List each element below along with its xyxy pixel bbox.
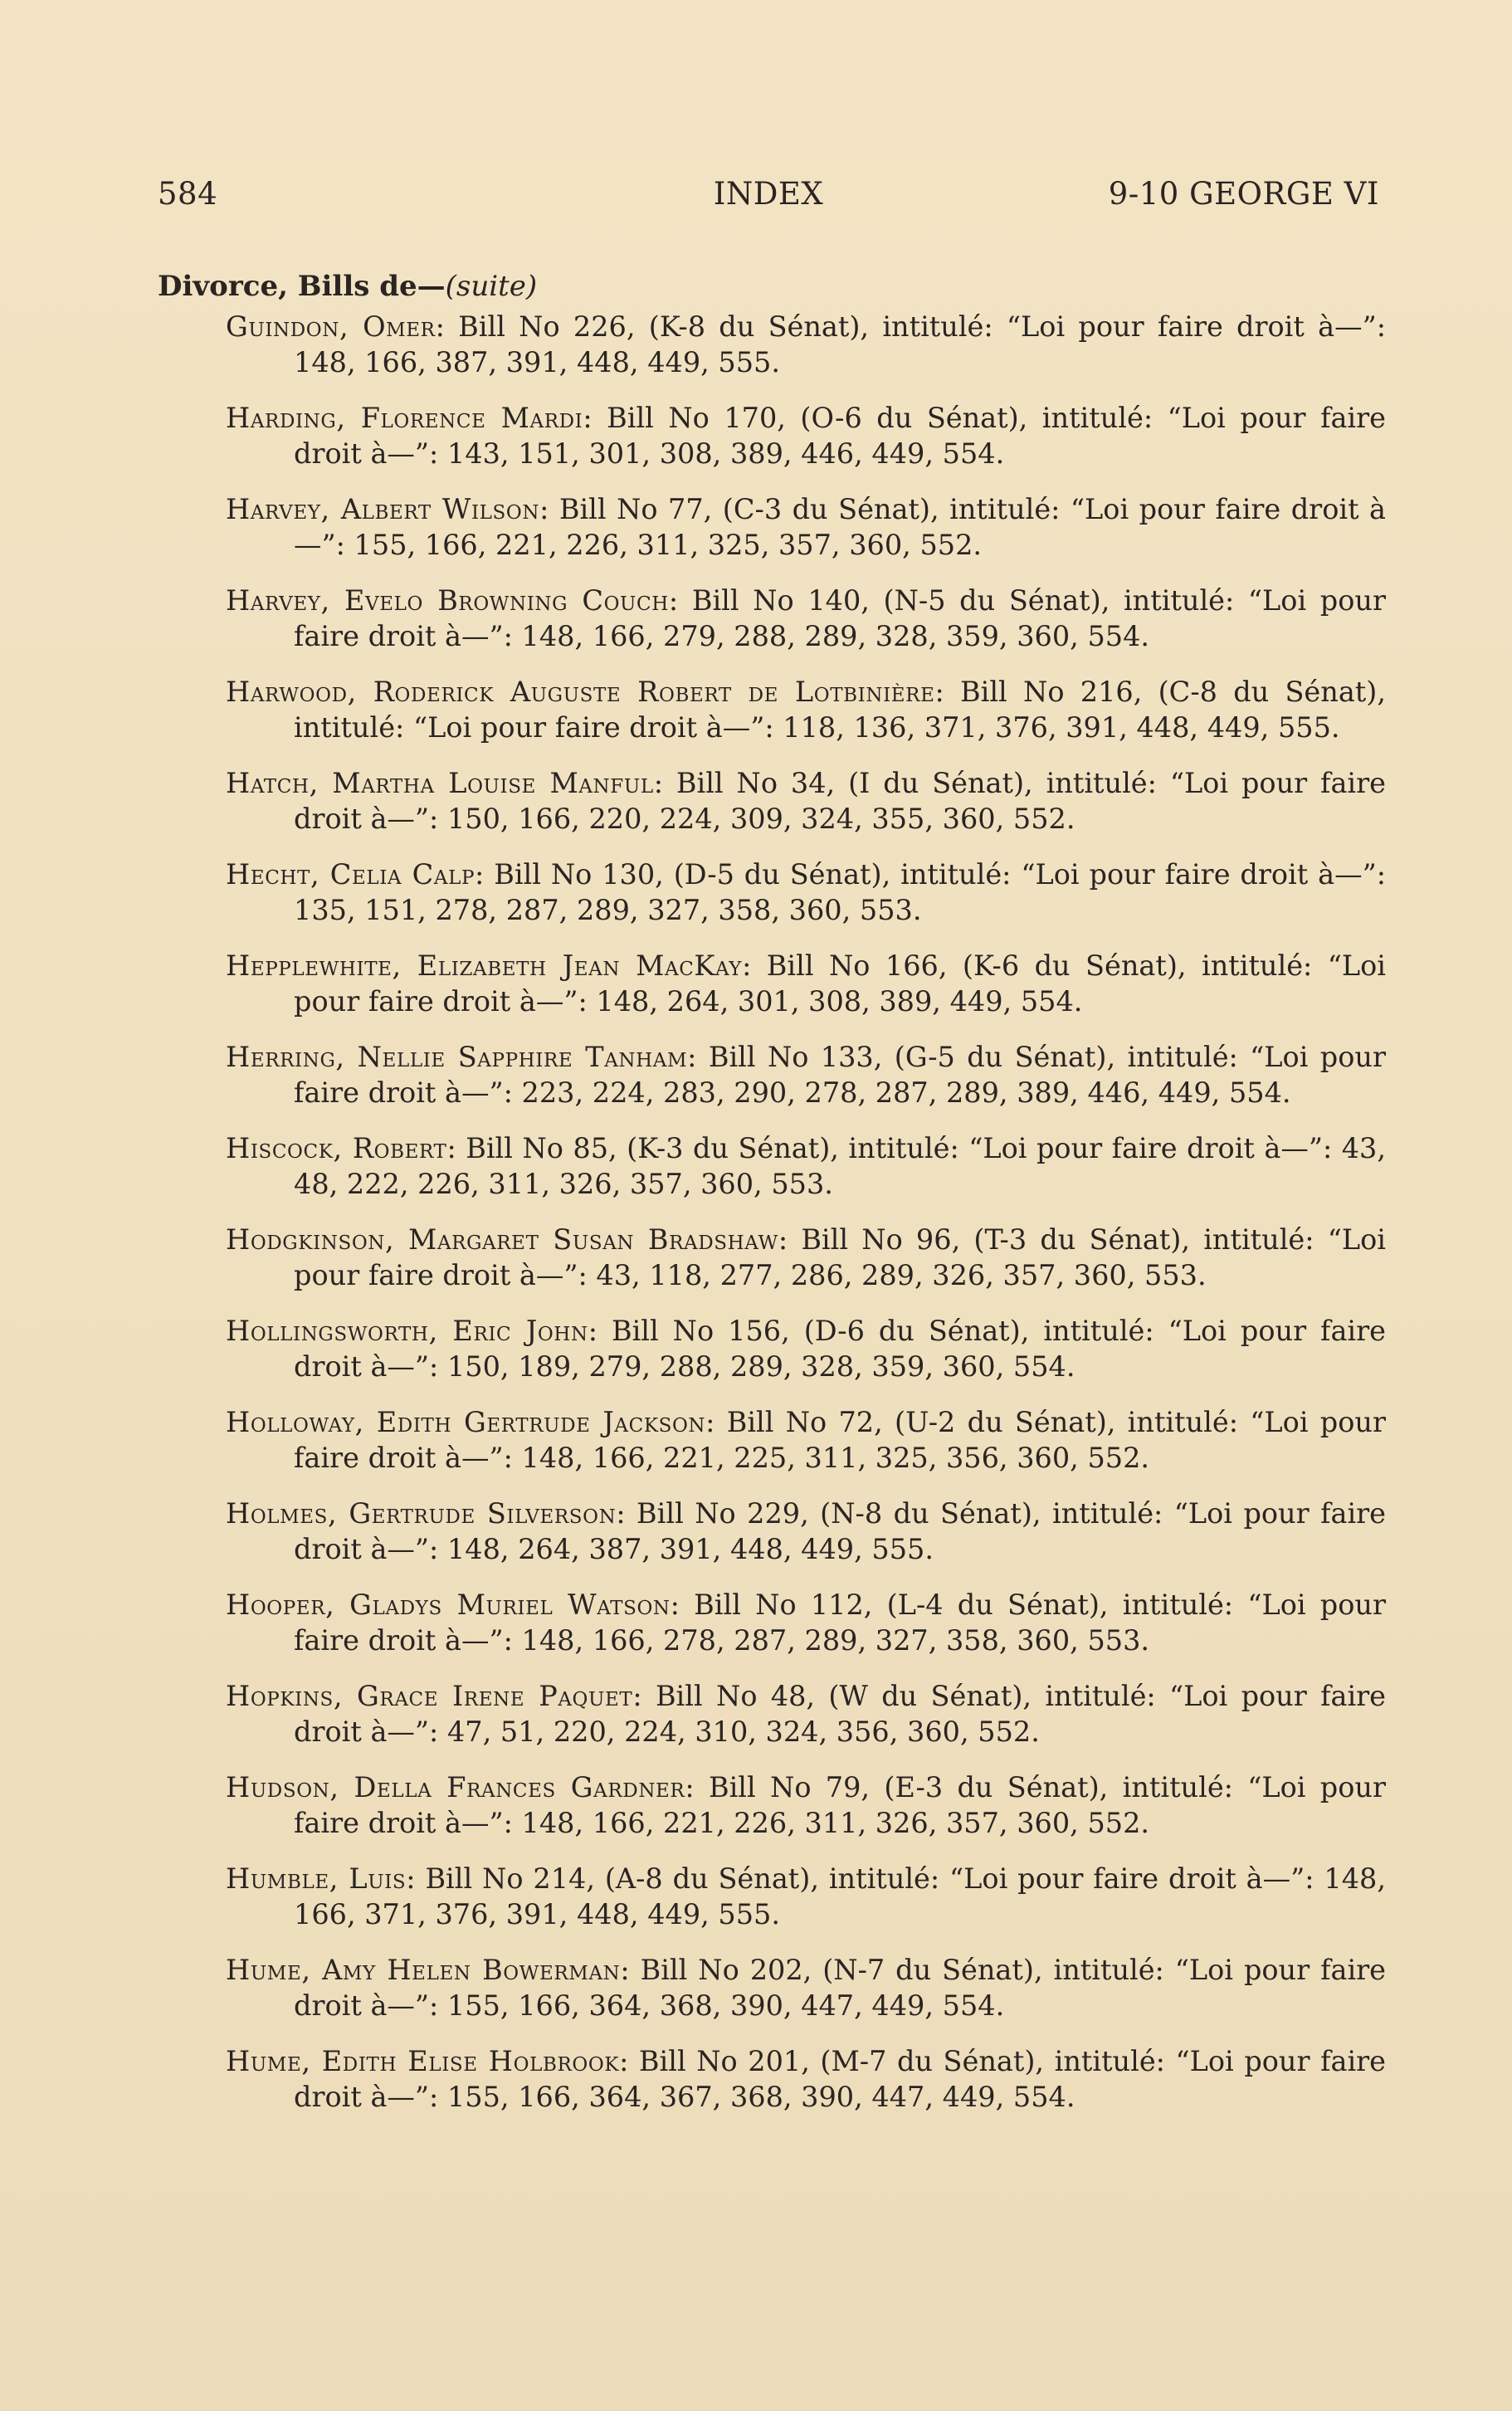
entry-name: Herring, Nellie Sapphire Tanham — [226, 1041, 688, 1073]
section-heading-suite: (suite) — [445, 270, 538, 303]
entry-name: Harvey, Albert Wilson — [226, 493, 540, 525]
entry-text: : Bill No 166, (K-6 du Sénat), intitulé: “Loi pour faire droit à—”: 148, 264, 301, 308, 389, 449, 554. — [294, 949, 1386, 1018]
index-entry — [226, 1769, 1386, 1841]
entry-text: : Bill No 229, (N-8 du Sénat), intitulé: “Loi pour faire droit à—”: 148, 264, 387, 391, 448, 449, 555. — [294, 1497, 1386, 1565]
entry-text: : Bill No 201, (M-7 du Sénat), intitulé: “Loi pour faire droit à—”: 155, 166, 364, 367, 368, 390, 447, 449, 554. — [294, 2045, 1387, 2113]
index-entry — [226, 1222, 1386, 1293]
page-title: INDEX — [713, 176, 824, 212]
entry-text: : Bill No 170, (O-6 du Sénat), intitulé: “Loi pour faire droit à—”: 143, 151, 301, 308, 389, 446, 449, 554. — [294, 402, 1386, 470]
entry-name: Hume, Edith Elise Holbrook — [226, 2045, 620, 2077]
index-entry — [226, 1039, 1386, 1110]
index-entry — [226, 765, 1386, 837]
section-heading-title: Divorce, Bills de— — [158, 270, 446, 303]
entry-name: Holmes, Gertrude Silverson — [226, 1497, 617, 1530]
index-entry — [226, 1678, 1386, 1750]
entry-text: : Bill No 226, (K-8 du Sénat), intitulé: “Loi pour faire droit à—”: 148, 166, 387, 391, 448, 449, 555. — [294, 310, 1386, 378]
entry-name: Hooper, Gladys Muriel Watson — [226, 1589, 671, 1621]
page-number: 584 — [158, 176, 218, 212]
section-heading — [158, 267, 1386, 305]
index-entry — [226, 1313, 1386, 1384]
index-entry — [226, 948, 1386, 1019]
entry-name: Hecht, Celia Calp — [226, 858, 476, 891]
index-entry — [226, 309, 1386, 380]
entry-name: Harding, Florence Mardi — [226, 402, 583, 434]
entry-name: Hatch, Martha Louise Manful — [226, 767, 654, 799]
index-content — [158, 267, 1386, 2135]
entry-text: : Bill No 112, (L-4 du Sénat), intitulé: “Loi pour faire droit à—”: 148, 166, 278, 287, 289, 327, 358, 360, 553. — [294, 1589, 1386, 1657]
index-entry — [226, 1861, 1386, 1932]
index-entry — [226, 857, 1386, 928]
index-entry — [226, 1952, 1386, 2023]
entry-text: : Bill No 216, (C-8 du Sénat), intitulé: “Loi pour faire droit à—”: 118, 136, 371, 376, 391, 448, 449, 555. — [294, 676, 1386, 744]
entry-text: : Bill No 133, (G-5 du Sénat), intitulé: “Loi pour faire droit à—”: 223, 224, 283, 290, 278, 287, 289, 389, 446, 449, 554. — [294, 1041, 1387, 1109]
entry-text: : Bill No 130, (D-5 du Sénat), intitulé: “Loi pour faire droit à—”: 135, 151, 278, 287, 289, 327, 358, 360, 553. — [294, 858, 1386, 926]
entry-text: : Bill No 156, (D-6 du Sénat), intitulé: “Loi pour faire droit à—”: 150, 189, 279, 288, 289, 328, 359, 360, 554. — [294, 1315, 1386, 1383]
index-entry — [226, 583, 1386, 654]
entry-name: Hepplewhite, Elizabeth Jean MacKay — [226, 949, 743, 982]
entry-text: : Bill No 77, (C-3 du Sénat), intitulé: “Loi pour faire droit à—”: 155, 166, 221, 226, 311, 325, 357, 360, 552. — [294, 493, 1387, 561]
index-entry — [226, 1496, 1386, 1567]
entry-name: Harwood, Roderick Auguste Robert de Lotbinière — [226, 676, 935, 708]
entry-name: Hodgkinson, Margaret Susan Bradshaw — [226, 1223, 778, 1256]
entry-name: Harvey, Evelo Browning Couch — [226, 584, 669, 617]
entry-name: Hudson, Della Frances Gardner — [226, 1771, 685, 1803]
index-entry — [226, 491, 1386, 563]
entry-text: : Bill No 96, (T-3 du Sénat), intitulé: “Loi pour faire droit à—”: 43, 118, 277, 286, 289, 326, 357, 360, 553. — [294, 1223, 1386, 1291]
entry-name: Hopkins, Grace Irene Paquet — [226, 1680, 633, 1712]
index-entry — [226, 400, 1386, 471]
entry-name: Hume, Amy Helen Bowerman — [226, 1954, 621, 1986]
entry-text: : Bill No 214, (A-8 du Sénat), intitulé: “Loi pour faire droit à—”: 148, 166, 371, 376, 391, 448, 449, 555. — [294, 1862, 1386, 1930]
entry-text: : Bill No 72, (U-2 du Sénat), intitulé: “Loi pour faire droit à—”: 148, 166, 221, 225, 311, 325, 356, 360, 552. — [294, 1406, 1386, 1474]
index-entry — [226, 1130, 1386, 1202]
index-entry — [226, 2043, 1386, 2115]
running-header — [158, 176, 1379, 217]
reign-label: 9-10 GEORGE VI — [1108, 176, 1379, 212]
index-entry — [226, 1587, 1386, 1658]
entry-text: : Bill No 140, (N-5 du Sénat), intitulé: “Loi pour faire droit à—”: 148, 166, 279, 288, 289, 328, 359, 360, 554. — [294, 584, 1387, 652]
index-entry — [226, 1404, 1386, 1476]
entry-text: : Bill No 79, (E-3 du Sénat), intitulé: “Loi pour faire droit à—”: 148, 166, 221, 226, 311, 326, 357, 360, 552. — [294, 1771, 1386, 1839]
entry-name: Humble, Luis — [226, 1862, 407, 1895]
entry-text: : Bill No 85, (K-3 du Sénat), intitulé: “Loi pour faire droit à—”: 43, 48, 222, 226, 311, 326, 357, 360, 553. — [294, 1132, 1386, 1200]
entry-text: : Bill No 34, (I du Sénat), intitulé: “Loi pour faire droit à—”: 150, 166, 220, 224, 309, 324, 355, 360, 552. — [294, 767, 1386, 835]
entry-name: Guindon, Omer — [226, 310, 436, 343]
entry-name: Holloway, Edith Gertrude Jackson — [226, 1406, 706, 1438]
entry-text: : Bill No 48, (W du Sénat), intitulé: “Loi pour faire droit à—”: 47, 51, 220, 224, 310, 324, 356, 360, 552. — [294, 1680, 1387, 1748]
index-entry — [226, 674, 1386, 745]
entry-text: : Bill No 202, (N-7 du Sénat), intitulé: “Loi pour faire droit à—”: 155, 166, 364, 368, 390, 447, 449, 554. — [294, 1954, 1386, 2022]
entry-name: Hiscock, Robert — [226, 1132, 447, 1164]
entry-name: Hollingsworth, Eric John — [226, 1315, 588, 1347]
